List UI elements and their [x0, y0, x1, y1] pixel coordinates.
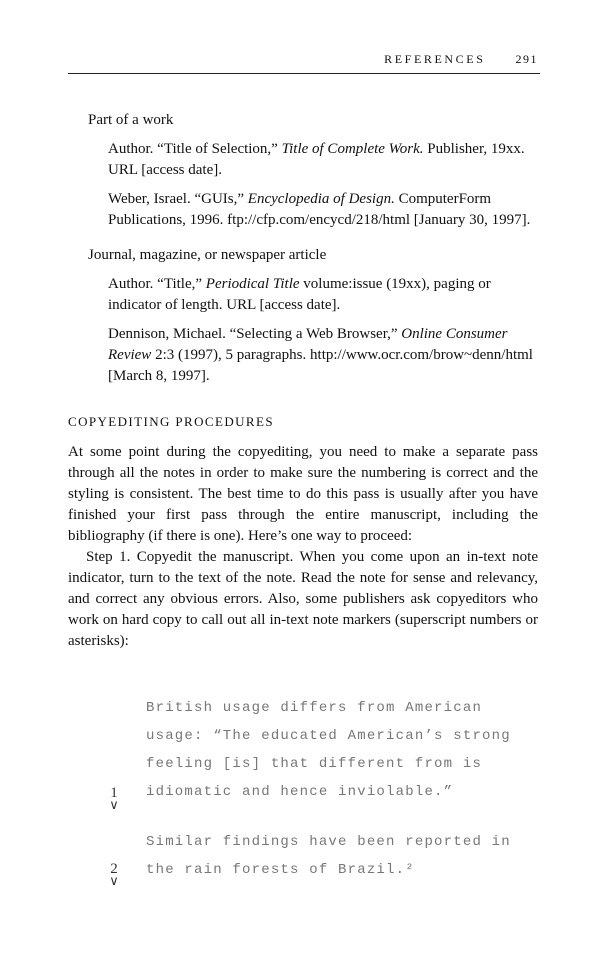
journal-example: Dennison, Michael. “Selecting a Web Browser,” Online Consumer Review 2:3 (1997), 5 paragraphs. http://www.ocr.com/brow~denn/html [March 8, 1997]. [108, 326, 533, 384]
caret-icon: ∨ [109, 797, 119, 812]
section-heading: COPYEDITING PROCEDURES [68, 414, 274, 429]
running-title: REFERENCES [384, 52, 486, 66]
caret-icon: ∨ [109, 873, 119, 888]
note-marker-number: 2 [110, 861, 118, 877]
part-of-work-example: Weber, Israel. “GUIs,” Encyclopedia of Design. ComputerForm Publications, 1996. ftp://cfp.com/encycd/218/html [January 30, 1997]. [108, 191, 531, 228]
typescript-line: feeling [is] that different from is [146, 756, 483, 772]
typescript-line: the rain forests of Brazil.² [146, 862, 415, 878]
typescript-line: usage: “The educated American’s strong [146, 728, 511, 744]
note-marker-callout [104, 862, 124, 886]
page-number: 291 [515, 52, 538, 66]
note-marker-number: 1 [110, 785, 118, 801]
typescript-line: British usage differs from American [146, 700, 483, 716]
part-of-work-heading: Part of a work [88, 112, 174, 128]
header-rule [68, 73, 540, 74]
running-head [384, 52, 538, 67]
part-of-work-template: Author. “Title of Selection,” Title of Complete Work. Publisher, 19xx. URL [access date]. [108, 141, 525, 178]
paragraph-1: At some point during the copyediting, you need to make a separate pass through all the notes in order to make sure the numbering is correct and the styling is consistent. The best time to do this pass is usually after you have finished your first pass through the entire manuscript, including the bibliography (if there is one). Here’s one way to proceed: [68, 444, 538, 544]
journal-heading: Journal, magazine, or newspaper article [88, 247, 327, 263]
typescript-line: Similar findings have been reported in [146, 834, 511, 850]
typescript-line: idiomatic and hence inviolable.” [146, 784, 454, 800]
journal-template: Author. “Title,” Periodical Title volume:issue (19xx), paging or indicator of length. URL [access date]. [108, 276, 491, 313]
typescript-sample [146, 694, 511, 884]
body-text [68, 110, 538, 652]
note-marker-callout [104, 786, 124, 810]
paragraph-2: Step 1. Copyedit the manuscript. When you come upon an in-text note indicator, turn to the text of the note. Read the note for sense and relevancy, and correct any obvious errors. Also, some publishers ask copyeditors who work on hard copy to call out all in-text note markers (superscript numbers or asterisks): [68, 549, 538, 649]
